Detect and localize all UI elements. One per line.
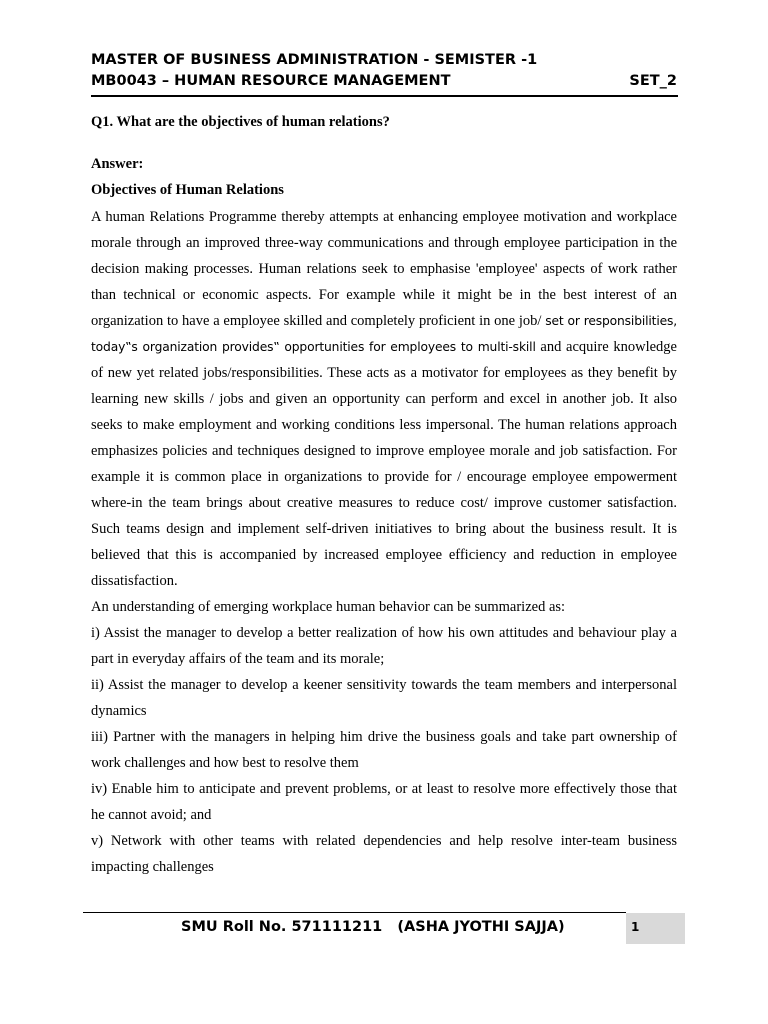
paragraph-text: and acquire knowledge of new yet related jobs/responsibilities. These acts as a motivator for employees as they benefit by learning new skills / jobs and given an opportunity can perform and excel in another job. It also seeks to make employment and working conditions less impersonal. The human relations approach emphasizes policies and techniques designed to improve employee morale and job satisfaction. For example it is common place in organizations to provide for / encourage employee empowerment where-in the team brings about creative measures to reduce cost/ improve customer satisfaction. Such teams design and implement self-driven initiatives to bring about the business result. It is believed that this is accompanied by increased employee efficiency and reduction in employee dissatisfaction. [91, 339, 677, 589]
header-set-label: SET_2 [629, 73, 677, 89]
list-item-i: i) Assist the manager to develop a better realization of how his own attitudes and behaviour play a part in everyday affairs of the team and its morale; [91, 625, 677, 667]
answer-label: Answer: [91, 156, 144, 172]
list-item-ii: ii) Assist the manager to develop a keener sensitivity towards the team members and interpersonal dynamics [91, 677, 677, 719]
list-item-iii: iii) Partner with the managers in helping him drive the business goals and take part ownership of work challenges and how best to resolve them [91, 729, 677, 771]
paragraph-text: A human Relations Programme thereby attempts at enhancing employee motivation and workplace morale through an improved three-way communications and through employee participation in the decision making processes. Human relations seek to emphasise 'employee' aspects of work rather than technical or economic aspects. For example while it might be in the best interest of an organization to have a employee skilled and completely proficient in one job/ [91, 209, 677, 329]
list-item-iv: iv) Enable him to anticipate and prevent problems, or at least to resolve more effectively those that he cannot avoid; and [91, 781, 677, 823]
paragraph-objectives [91, 204, 677, 594]
paragraph-text-alt-font: set or responsibilities, today‟s organization provides‟ opportunities for employees to multi-skill [91, 314, 678, 354]
footer-roll-number: SMU Roll No. 571111211 (ASHA JYOTHI SAJJA) [181, 919, 565, 935]
question-heading: Q1. What are the objectives of human relations? [91, 114, 390, 130]
header-course-title: MB0043 – HUMAN RESOURCE MANAGEMENT [91, 73, 451, 89]
paragraph-summary-intro: An understanding of emerging workplace human behavior can be summarized as: [91, 599, 566, 615]
header-course-line [91, 73, 677, 89]
section-subheading: Objectives of Human Relations [91, 182, 284, 198]
footer-divider [83, 912, 626, 913]
header-program-title: MASTER OF BUSINESS ADMINISTRATION - SEMISTER -1 [91, 52, 538, 68]
list-item-v: v) Network with other teams with related dependencies and help resolve inter-team business impacting challenges [91, 833, 677, 875]
page-number: 1 [631, 920, 640, 934]
header-divider [91, 95, 678, 97]
